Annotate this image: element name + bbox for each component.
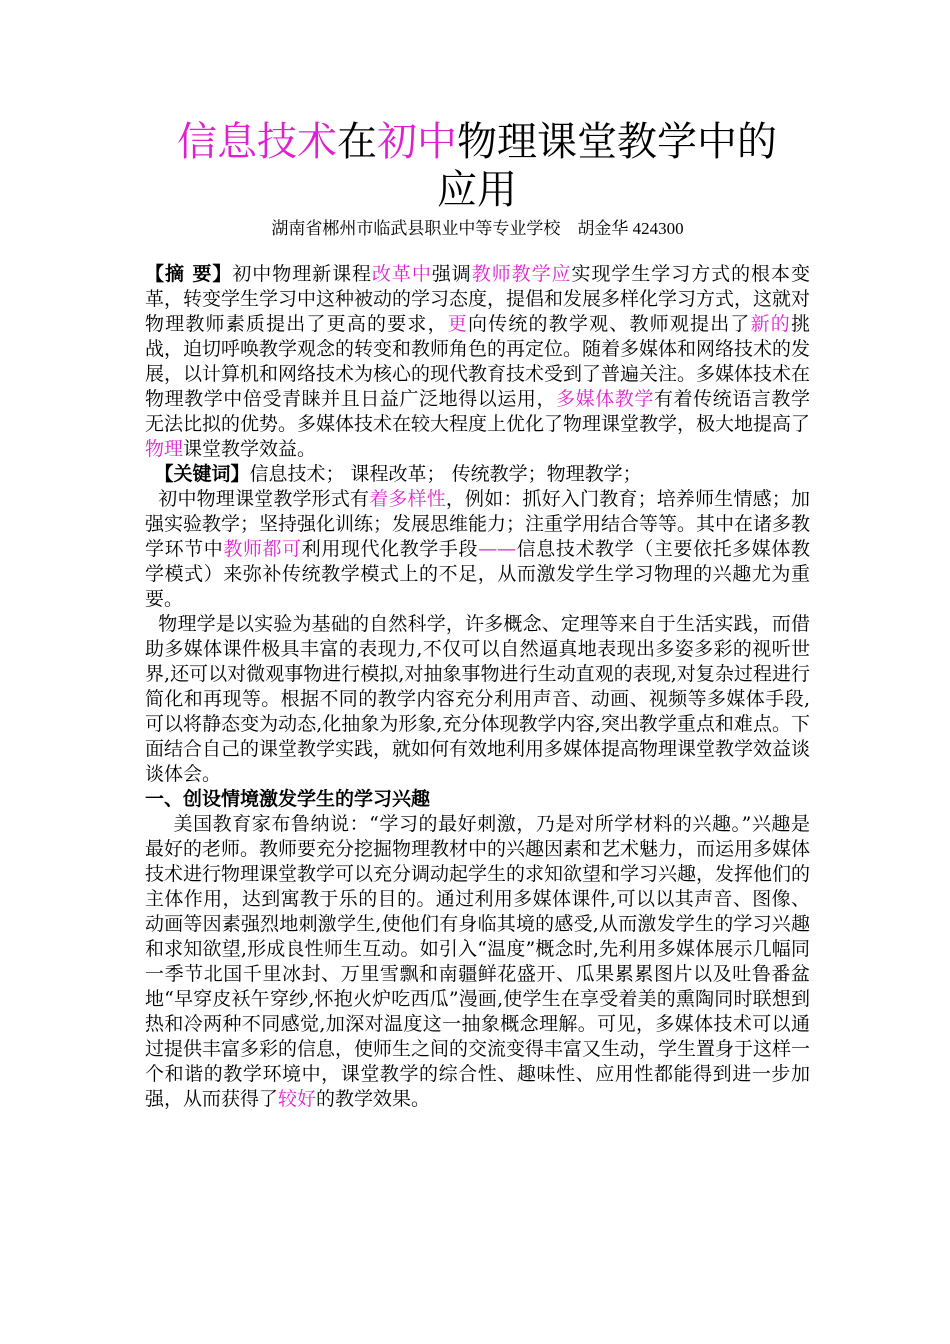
- text-run: 有着传统语言教学无法比拟的优势。多媒体技术在较大程度上优化了物理课堂教学，极大地提高了: [145, 388, 811, 435]
- highlighted-text: 教师教学应: [471, 263, 572, 285]
- keywords-label: 【关键词】: [154, 463, 250, 485]
- abstract-label: 【摘 要】: [145, 263, 233, 285]
- text-run: 美国教育家布鲁纳说：“学习的最好刺激，乃是对所学材料的兴趣。”兴趣是最好的老师。教师要充分挖掘物理教材中的兴趣因素和艺术魅力，而运用多媒体技术进行物理课堂教学可以充分调动起学生的求知欲望和学习兴趣，发挥他们的主体作用，达到寓教于乐的目的。通过利用多媒体课件,可以以其声音、图像、动画等因素强烈地刺激学生,使他们有身临其境的感受,从而激发学生的学习兴趣和求知欲望,形成良性师生互动。如引入“温度”概念时,先利用多媒体展示几幅同一季节北国千里冰封、万里雪飘和南疆鲜花盛开、瓜果累累图片以及吐鲁番盆地“早穿皮袄午穿纱,怀抱火炉吃西瓜”漫画,使学生在享受着美的熏陶同时联想到热和冷两种不同感觉,加深对温度这一抽象概念理解。可见，多媒体技术可以通过提供丰富多彩的信息，使师生之间的交流变得丰富又生动，学生置身于这样一个和谐的教学环境中，课堂教学的综合性、趣味性、应用性都能得到进一步加强，从而获得了: [145, 813, 811, 1110]
- highlighted-text: 教师都可: [223, 538, 302, 560]
- text-run: 初中物理课堂教学形式有: [158, 488, 370, 510]
- text-run: 挑战，迫切呼唤教学观念的转变和教师角色的再定位。随着多媒体和网络技术的发展，以计算机和网络技术为核心的现代教育技术受到了普遍关注。多媒体技术在物理教学中倍受青睐并且日益广泛地得以运用，: [145, 313, 811, 410]
- highlighted-text: 多媒体教学: [556, 388, 654, 410]
- highlighted-text: 更: [447, 313, 468, 335]
- keywords-text: 信息技术； 课程改革； 传统教学；物理教学；: [249, 463, 642, 485]
- text-run: 课堂教学效益。: [183, 438, 317, 460]
- text-run: ，例如：抓好入门教育；培养师生情感；加强实验教学；坚持强化训练；发展思维能力；注重学用结合等等。其中在诸多教学环节中: [145, 488, 811, 560]
- section-heading: 一、创设情境激发学生的学习兴趣: [145, 788, 431, 810]
- title-part: 初中: [377, 119, 457, 165]
- text-run: 信息技术教学（主要依托多媒体教学模式）来弥补传统教学模式上的不足，从而激发学生学习物理的兴趣尤为重要。: [145, 538, 810, 610]
- document-page: [145, 118, 810, 1112]
- highlighted-text: ——: [478, 538, 517, 560]
- body-paragraph-1: [145, 487, 810, 612]
- title-part: 物理课堂教学中的应用: [437, 119, 777, 213]
- text-run: 的教学效果。: [316, 1088, 431, 1110]
- highlighted-text: 着多样性: [369, 488, 446, 510]
- document-title: [167, 118, 787, 214]
- text-run: 利用现代化教学手段: [301, 538, 479, 560]
- abstract-paragraph: [145, 262, 810, 462]
- highlighted-text: 改革中: [372, 263, 432, 285]
- author-line: 湖南省郴州市临武县职业中等专业学校 胡金华 424300: [271, 219, 684, 238]
- title-part: 信息技术: [177, 119, 337, 165]
- highlighted-text: 较好: [278, 1088, 317, 1110]
- text-run: 向传统的教学观、教师观提出了: [467, 313, 751, 335]
- text-run: 强调: [431, 263, 472, 285]
- text-run: 初中物理新课程: [232, 263, 372, 285]
- section-paragraph: [145, 812, 810, 1112]
- highlighted-text: 物理: [145, 438, 184, 460]
- keywords-paragraph: [145, 462, 810, 487]
- body-paragraph-2: 物理学是以实验为基础的自然科学，许多概念、定理等来自于生活实践，而借助多媒体课件极具丰富的表现力,不仅可以自然逼真地表现出多姿多彩的视听世界,还可以对微观事物进行模拟,对抽象事物进行生动直观的表现,对复杂过程进行简化和再现等。根据不同的教学内容充分利用声音、动画、视频等多媒体手段,可以将静态变为动态,化抽象为形象,充分体现教学内容,突出教学重点和难点。下面结合自己的课堂教学实践，就如何有效地利用多媒体提高物理课堂教学效益谈谈体会。: [145, 613, 811, 785]
- abstract-text: [145, 263, 810, 460]
- title-part: 在: [337, 119, 377, 165]
- highlighted-text: 新的: [750, 313, 791, 335]
- text-run: 实现学生学习方式的根本变革，转变学生学习中这种被动的学习态度，提倡和发展多样化学习方式，这就对物理教师素质提出了更高的要求，: [145, 263, 811, 335]
